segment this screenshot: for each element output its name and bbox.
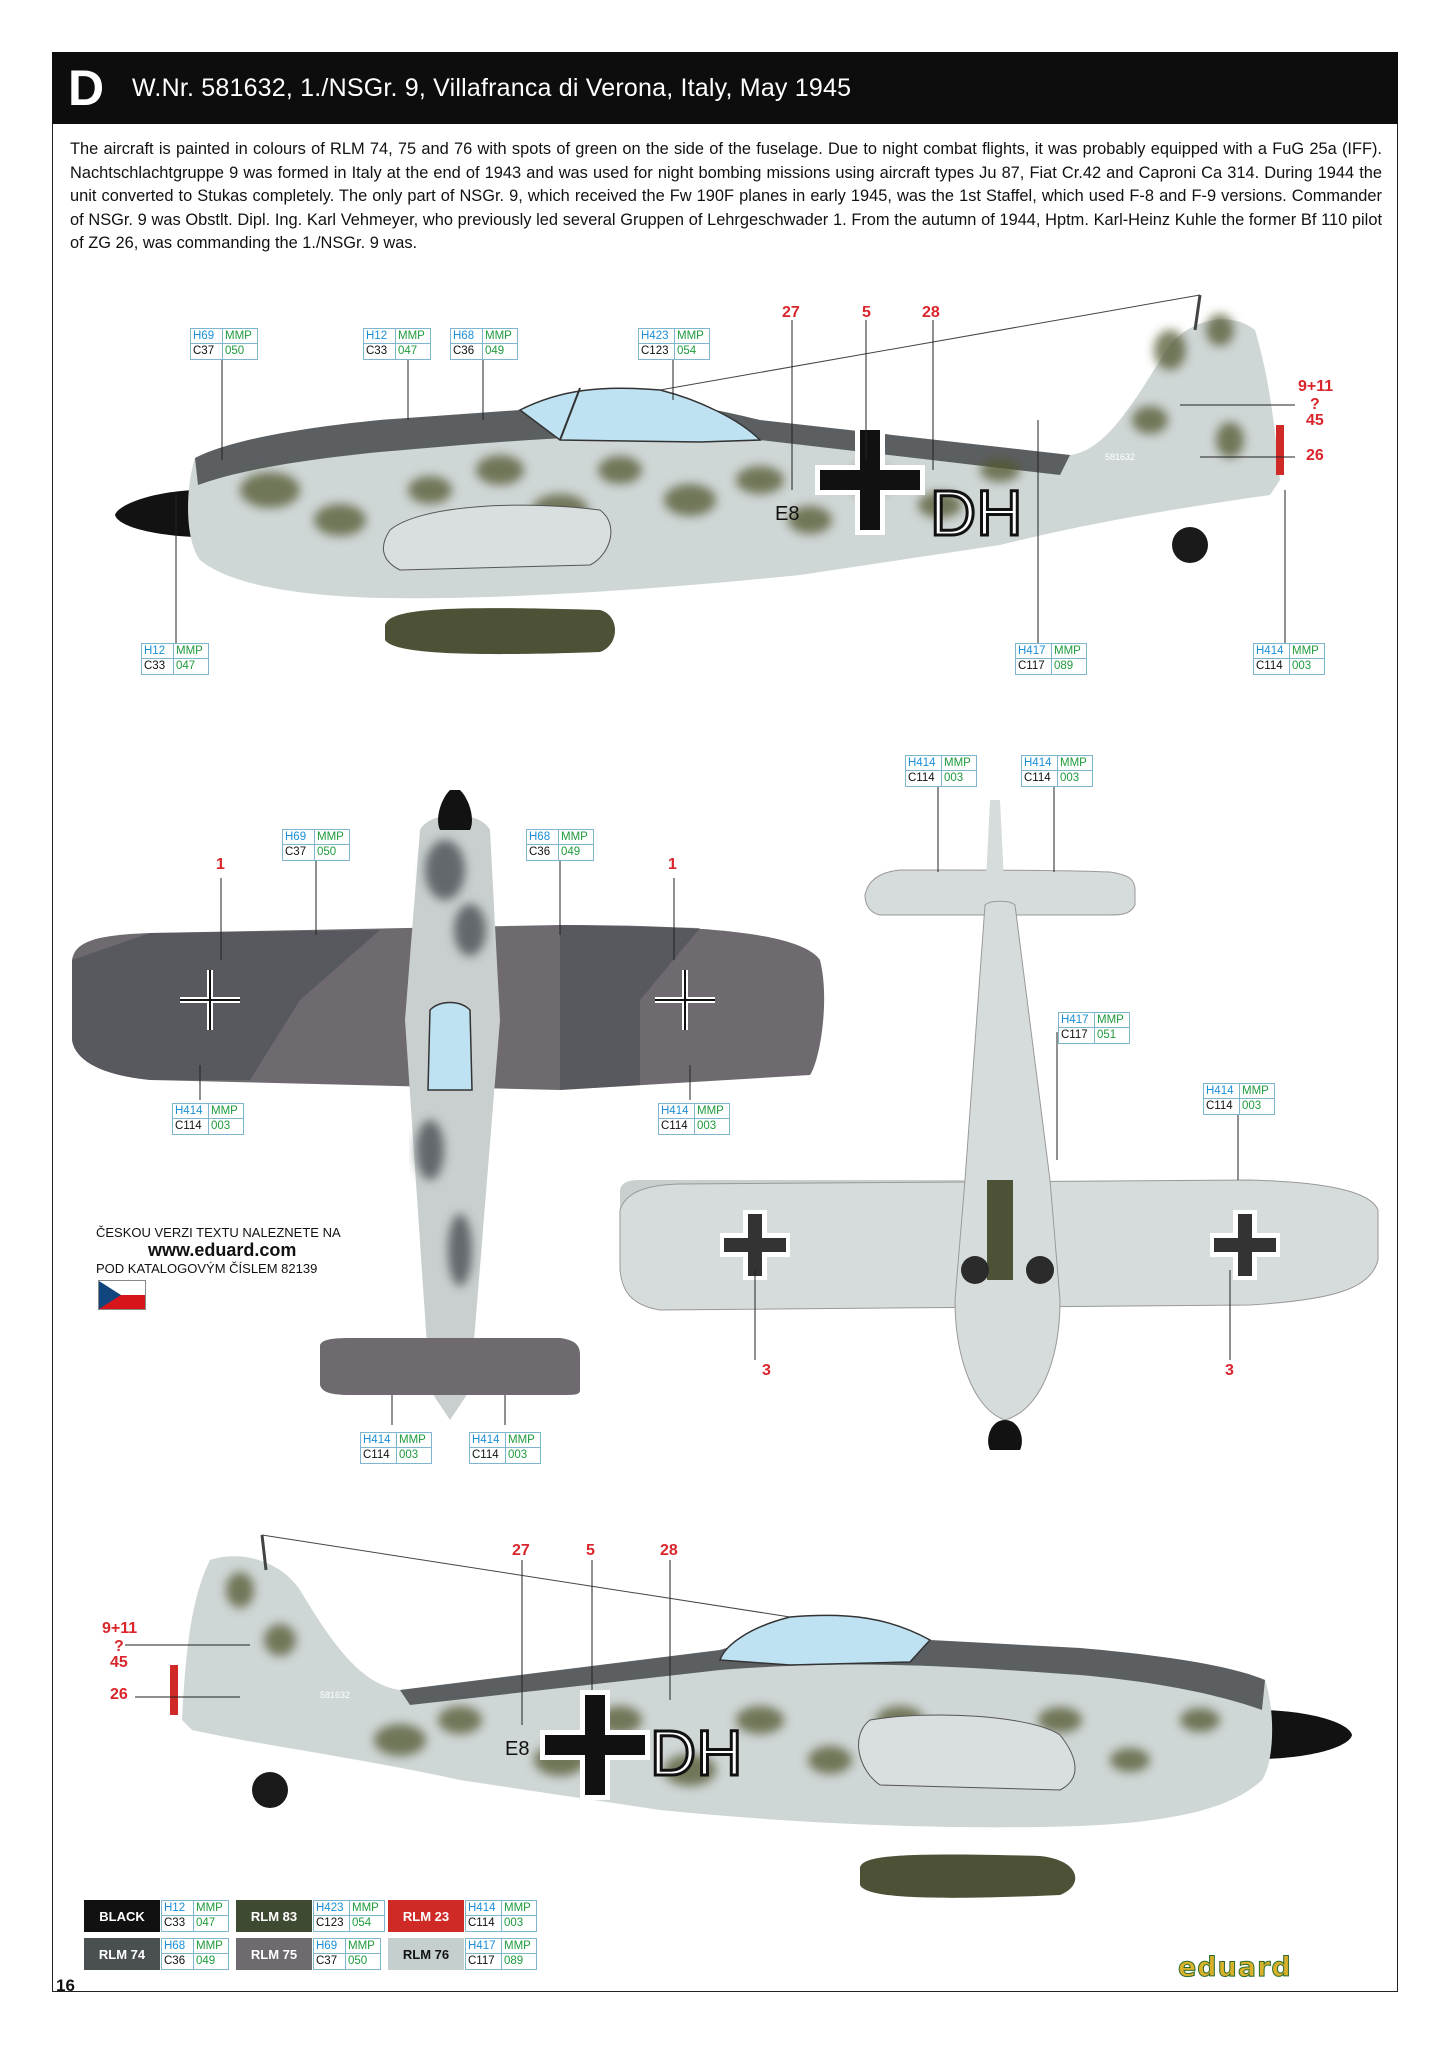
czech-flag-icon bbox=[98, 1280, 146, 1310]
paint-code: H68 MMP C36 049 bbox=[450, 328, 518, 360]
paint-code: H414 MMP C114 003 bbox=[1021, 755, 1093, 787]
callout-28: 28 bbox=[660, 1542, 678, 1559]
profile-description: The aircraft is painted in colours of RLM 74, 75 and 76 with spots of green on the side of the fuselage. Due to night combat flights, it was probably equipped with a FuG 25a (IFF). Nachtschlachtgruppe 9 was formed in Italy at the end of 1943 and was used for night bombing missions using aircraft types Ju 87, Fiat Cr.42 and Caproni Ca 314. During 1944 the unit converted to Stukas completely. The only part of NSGr. 9, which received the Fw 190F planes in early 1945, was the 1st Staffel, which used F-8 and F-9 versions. Commander of NSGr. 9 was Obstlt. Dipl. Ing. Karl Vehmeyer, who previously led several Gruppen of Lehrgeschwader 1. From the autumn of 1944, Hptm. Karl-Heinz Kuhle the former Bf 110 pilot of ZG 26, was commanding the 1./NSGr. 9 was. bbox=[70, 140, 1382, 252]
legend-code: H68 MMP C36 049 bbox=[161, 1938, 229, 1970]
profile-letter: D bbox=[68, 60, 105, 116]
paint-code: H69 MMP C37 050 bbox=[190, 328, 258, 360]
sub-code-bottom: E8 bbox=[505, 1738, 530, 1760]
paint-code: H12 MMP C33 047 bbox=[141, 643, 209, 675]
paint-code: H68 MMP C36 049 bbox=[526, 829, 594, 861]
eduard-logo: eduard bbox=[1178, 1952, 1292, 1983]
callout-1: 1 bbox=[216, 856, 225, 873]
paint-code: H414 MMP C114 003 bbox=[1253, 643, 1325, 675]
paint-code: H423 MMP C123 054 bbox=[638, 328, 710, 360]
paint-code: H417 MMP C117 051 bbox=[1058, 1012, 1130, 1044]
callout-9-11: 9+11 bbox=[102, 1620, 138, 1637]
legend-code: H12 MMP C33 047 bbox=[161, 1900, 229, 1932]
werknummer-top: 581632 bbox=[1105, 452, 1136, 462]
page-number: 16 bbox=[56, 1976, 75, 1995]
werknummer-bottom: 581632 bbox=[320, 1690, 351, 1700]
callout-5: 5 bbox=[862, 304, 871, 321]
callout-26: 26 bbox=[110, 1686, 128, 1703]
paint-code: H414 MMP C114 003 bbox=[1203, 1083, 1275, 1115]
profile-title: W.Nr. 581632, 1./NSGr. 9, Villafranca di Verona, Italy, May 1945 bbox=[132, 73, 852, 102]
callout-3: 3 bbox=[1225, 1362, 1234, 1379]
code-letters-bottom: DH bbox=[650, 1717, 743, 1789]
paint-code: H414 MMP C114 003 bbox=[360, 1432, 432, 1464]
legend-swatch: RLM 74 bbox=[84, 1938, 160, 1970]
legend-swatch: BLACK bbox=[84, 1900, 160, 1932]
paint-code: H12 MMP C33 047 bbox=[363, 328, 431, 360]
callout-45: 45 bbox=[110, 1654, 128, 1671]
callout-26: 26 bbox=[1306, 447, 1324, 464]
paint-code: H414 MMP C114 003 bbox=[905, 755, 977, 787]
paint-code: H69 MMP C37 050 bbox=[282, 829, 350, 861]
callout-28: 28 bbox=[922, 304, 940, 321]
side-profile-right bbox=[125, 1535, 1352, 1898]
callout-27: 27 bbox=[512, 1542, 530, 1559]
callout-9-11: 9+11 bbox=[1298, 378, 1334, 395]
code-letters-top: DH bbox=[930, 477, 1023, 549]
legend-code: H69 MMP C37 050 bbox=[313, 1938, 381, 1970]
callout-5: 5 bbox=[586, 1542, 595, 1559]
callout-q: ? bbox=[1310, 396, 1320, 413]
callout-3: 3 bbox=[762, 1362, 771, 1379]
paint-code: H417 MMP C117 089 bbox=[1015, 643, 1087, 675]
czech-note: ČESKOU VERZI TEXTU NALEZNETE NA www.eduard.com POD KATALOGOVÝM ČÍSLEM 82139 bbox=[96, 1225, 376, 1276]
legend-code: H417 MMP C117 089 bbox=[465, 1938, 537, 1970]
legend-swatch: RLM 83 bbox=[236, 1900, 312, 1932]
paint-code: H414 MMP C114 003 bbox=[172, 1103, 244, 1135]
legend-swatch: RLM 75 bbox=[236, 1938, 312, 1970]
legend-code: H423 MMP C123 054 bbox=[313, 1900, 385, 1932]
callout-45: 45 bbox=[1306, 412, 1324, 429]
legend-code: H414 MMP C114 003 bbox=[465, 1900, 537, 1932]
callout-q: ? bbox=[114, 1638, 124, 1655]
callout-1: 1 bbox=[668, 856, 677, 873]
bottom-plan-view bbox=[620, 785, 1378, 1450]
sub-code-top: E8 bbox=[775, 503, 800, 525]
eduard-link[interactable]: www.eduard.com bbox=[148, 1240, 297, 1260]
callout-27: 27 bbox=[782, 304, 800, 321]
paint-code: H414 MMP C114 003 bbox=[469, 1432, 541, 1464]
paint-code: H414 MMP C114 003 bbox=[658, 1103, 730, 1135]
legend-swatch: RLM 23 bbox=[388, 1900, 464, 1932]
legend-swatch: RLM 76 bbox=[388, 1938, 464, 1970]
